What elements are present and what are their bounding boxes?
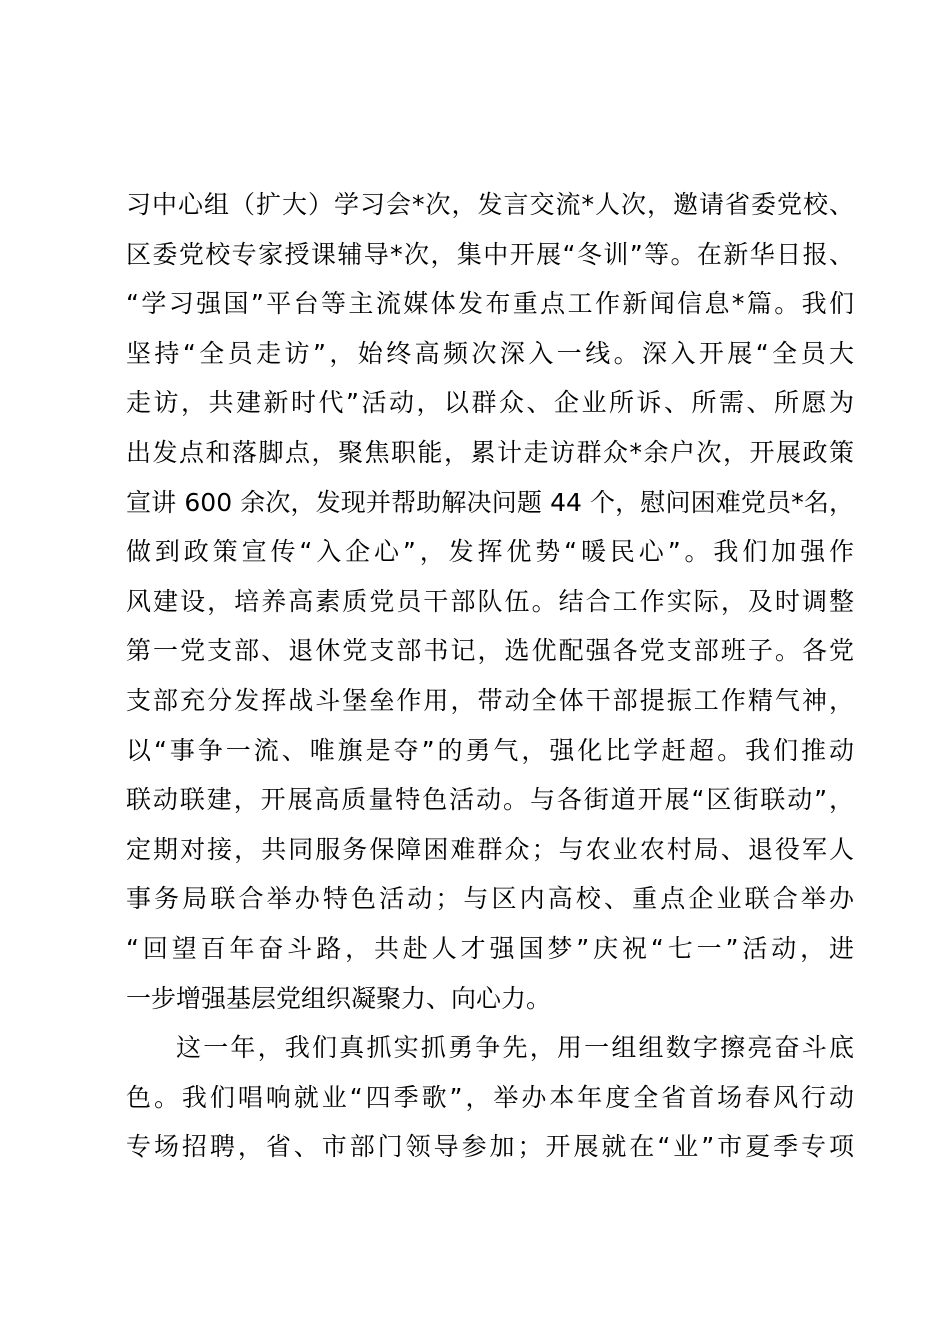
- text-line: 事务局联合举办特色活动；与区内高校、重点企业联合举办: [126, 884, 854, 914]
- text-line: 第一党支部、退休党支部书记，选优配强各党支部班子。各党: [126, 636, 854, 666]
- text-line: 联动联建，开展高质量特色活动。与各街道开展“区街联动”，: [126, 785, 854, 815]
- text-line: “回望百年奋斗路，共赴人才强国梦”庆祝“七一”活动，进: [126, 933, 854, 963]
- text-line: 做到政策宣传“入企心”，发挥优势“暖民心”。我们加强作: [126, 537, 854, 567]
- text-line: 风建设，培养高素质党员干部队伍。结合工作实际，及时调整: [126, 586, 854, 616]
- text-line: 区委党校专家授课辅导*次，集中开展“冬训”等。在新华日报、: [126, 239, 854, 269]
- text-line: 习中心组（扩大）学习会*次，发言交流*人次，邀请省委党校、: [126, 190, 854, 219]
- text-line: 坚持“全员走访”，始终高频次深入一线。深入开展“全员大: [126, 338, 854, 368]
- text-line: 专场招聘，省、市部门领导参加；开展就在“业”市夏季专项: [126, 1132, 854, 1162]
- paragraph-end-line: 一步增强基层党组织凝聚力、向心力。: [126, 983, 552, 1013]
- text-line: 支部充分发挥战斗堡垒作用，带动全体干部提振工作精气神，: [126, 685, 854, 715]
- text-line: “学习强国”平台等主流媒体发布重点工作新闻信息*篇。我们: [126, 289, 854, 319]
- body-text: [126, 180, 854, 1172]
- text-line: 出发点和落脚点，聚焦职能，累计走访群众*余户次，开展政策: [126, 437, 854, 467]
- paragraph-start-line: 这一年，我们真抓实抓勇争先，用一组组数字擦亮奋斗底: [176, 1033, 854, 1063]
- text-line: 以“事争一流、唯旗是夺”的勇气，强化比学赶超。我们推动: [126, 735, 854, 765]
- text-line: 走访，共建新时代”活动，以群众、企业所诉、所需、所愿为: [126, 388, 854, 418]
- text-line: 色。我们唱响就业“四季歌”，举办本年度全省首场春风行动: [126, 1082, 854, 1112]
- text-line: 定期对接，共同服务保障困难群众；与农业农村局、退役军人: [126, 834, 854, 864]
- text-line: 宣讲 600 余次，发现并帮助解决问题 44 个，慰问困难党员*名，: [126, 487, 854, 517]
